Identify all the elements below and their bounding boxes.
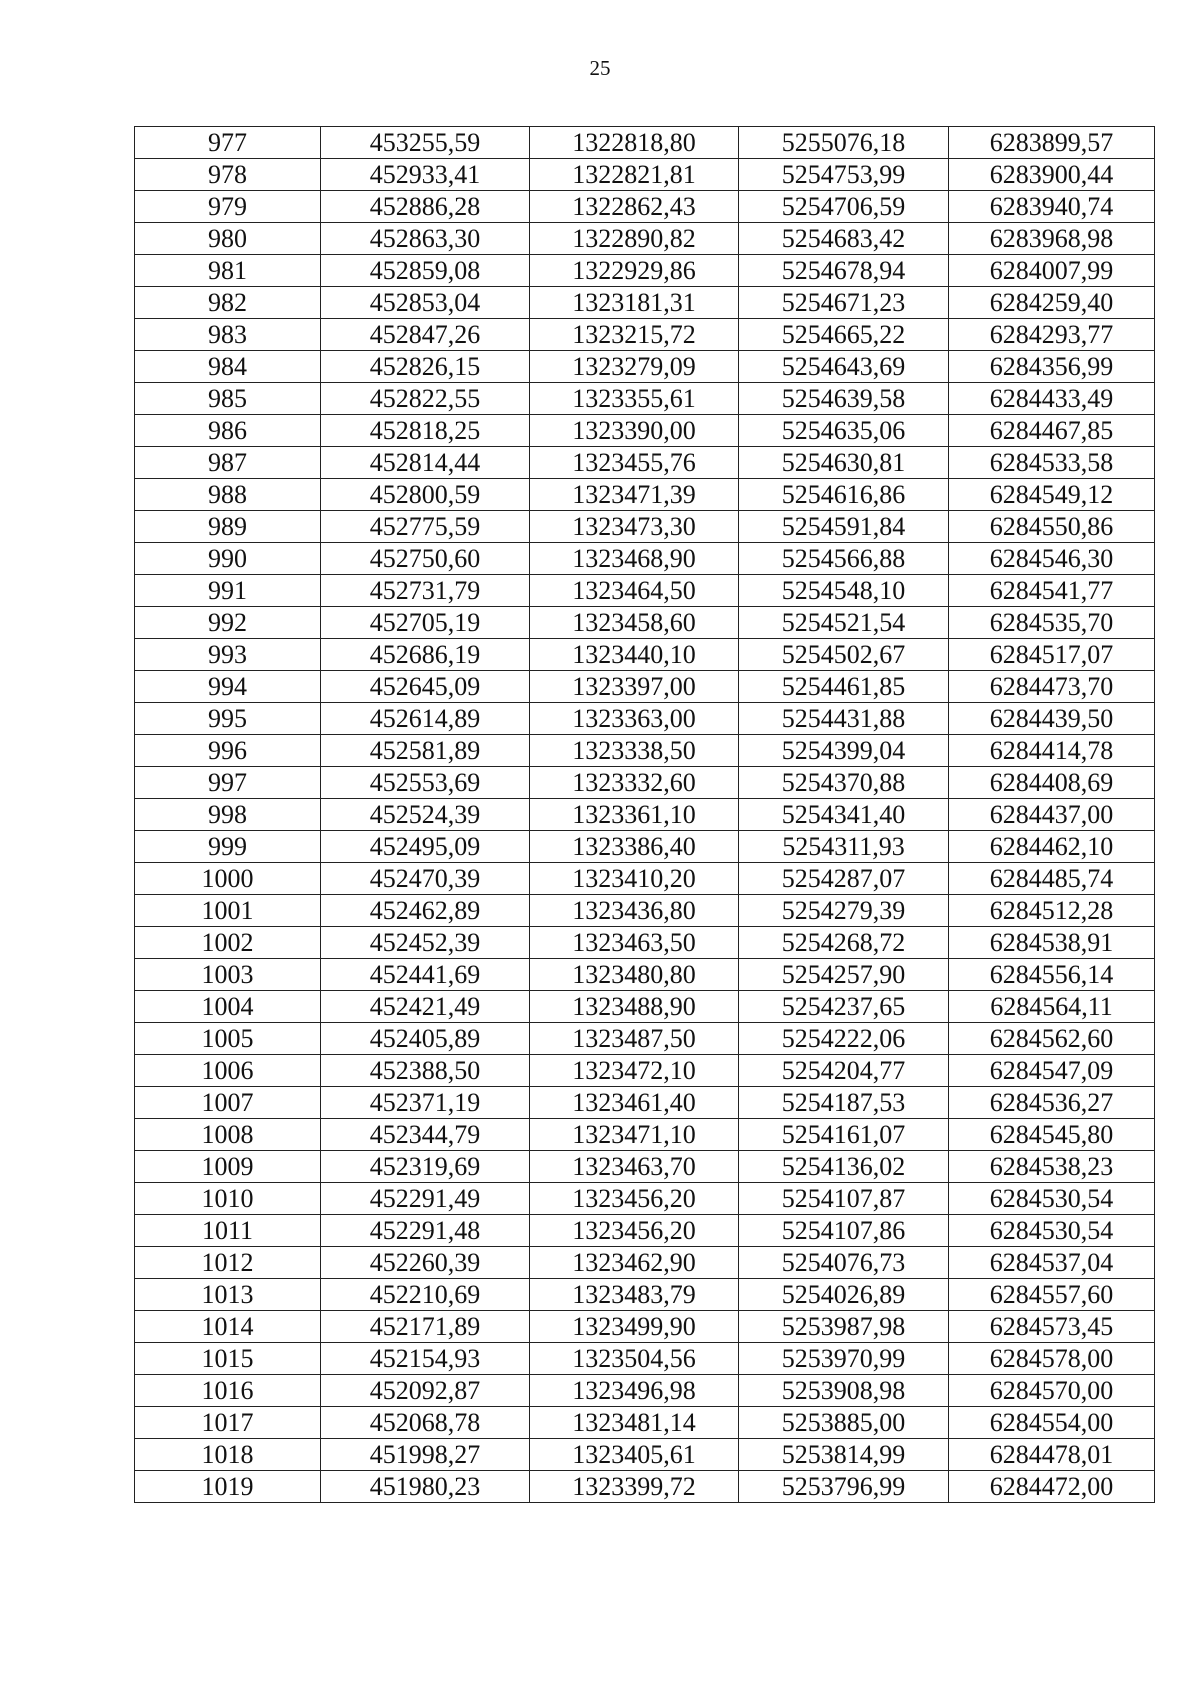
- coord-2-cell: 1323355,61: [530, 383, 739, 415]
- point-number-cell: 1015: [135, 1343, 321, 1375]
- coord-3-cell: 5254279,39: [739, 895, 949, 927]
- coord-2-cell: 1323456,20: [530, 1215, 739, 1247]
- coord-3-cell: 5253987,98: [739, 1311, 949, 1343]
- table-row: [135, 543, 1155, 575]
- point-number-cell: 979: [135, 191, 321, 223]
- table-row: [135, 1407, 1155, 1439]
- coord-1-cell: 452886,28: [321, 191, 530, 223]
- coord-3-cell: 5255076,18: [739, 127, 949, 159]
- coord-3-cell: 5254753,99: [739, 159, 949, 191]
- point-number-cell: 1018: [135, 1439, 321, 1471]
- point-number-cell: 994: [135, 671, 321, 703]
- coord-2-cell: 1323480,80: [530, 959, 739, 991]
- coord-4-cell: 6284478,01: [949, 1439, 1155, 1471]
- point-number-cell: 1000: [135, 863, 321, 895]
- table-row: [135, 831, 1155, 863]
- coord-4-cell: 6284541,77: [949, 575, 1155, 607]
- coord-2-cell: 1323338,50: [530, 735, 739, 767]
- table-row: [135, 159, 1155, 191]
- point-number-cell: 1001: [135, 895, 321, 927]
- table-row: [135, 223, 1155, 255]
- coord-4-cell: 6284462,10: [949, 831, 1155, 863]
- coord-4-cell: 6284562,60: [949, 1023, 1155, 1055]
- coord-2-cell: 1322890,82: [530, 223, 739, 255]
- coord-3-cell: 5254257,90: [739, 959, 949, 991]
- point-number-cell: 989: [135, 511, 321, 543]
- coord-1-cell: 452154,93: [321, 1343, 530, 1375]
- table-row: [135, 1215, 1155, 1247]
- coord-2-cell: 1323496,98: [530, 1375, 739, 1407]
- table-row: [135, 671, 1155, 703]
- point-number-cell: 995: [135, 703, 321, 735]
- coord-3-cell: 5254268,72: [739, 927, 949, 959]
- coord-2-cell: 1323504,56: [530, 1343, 739, 1375]
- coord-4-cell: 6283940,74: [949, 191, 1155, 223]
- coord-2-cell: 1323471,39: [530, 479, 739, 511]
- point-number-cell: 982: [135, 287, 321, 319]
- point-number-cell: 997: [135, 767, 321, 799]
- coord-2-cell: 1323332,60: [530, 767, 739, 799]
- coord-4-cell: 6283900,44: [949, 159, 1155, 191]
- coord-2-cell: 1323462,90: [530, 1247, 739, 1279]
- coord-2-cell: 1323399,72: [530, 1471, 739, 1503]
- coord-1-cell: 452800,59: [321, 479, 530, 511]
- table-row: [135, 1279, 1155, 1311]
- point-number-cell: 987: [135, 447, 321, 479]
- coord-2-cell: 1323361,10: [530, 799, 739, 831]
- table-row: [135, 1343, 1155, 1375]
- coord-3-cell: 5254311,93: [739, 831, 949, 863]
- coord-1-cell: 452260,39: [321, 1247, 530, 1279]
- point-number-cell: 993: [135, 639, 321, 671]
- coord-2-cell: 1322821,81: [530, 159, 739, 191]
- point-number-cell: 998: [135, 799, 321, 831]
- table-row: [135, 1471, 1155, 1503]
- coord-4-cell: 6284557,60: [949, 1279, 1155, 1311]
- coord-2-cell: 1323405,61: [530, 1439, 739, 1471]
- table-row: [135, 447, 1155, 479]
- coord-4-cell: 6284550,86: [949, 511, 1155, 543]
- coord-1-cell: 451980,23: [321, 1471, 530, 1503]
- coord-3-cell: 5254237,65: [739, 991, 949, 1023]
- coord-4-cell: 6284467,85: [949, 415, 1155, 447]
- coord-3-cell: 5254287,07: [739, 863, 949, 895]
- table-row: [135, 1439, 1155, 1471]
- coord-2-cell: 1323215,72: [530, 319, 739, 351]
- coord-3-cell: 5254591,84: [739, 511, 949, 543]
- coord-2-cell: 1323473,30: [530, 511, 739, 543]
- coord-3-cell: 5254630,81: [739, 447, 949, 479]
- coord-2-cell: 1323463,50: [530, 927, 739, 959]
- coord-2-cell: 1323471,10: [530, 1119, 739, 1151]
- table-row: [135, 639, 1155, 671]
- coord-1-cell: 452818,25: [321, 415, 530, 447]
- coord-1-cell: 452524,39: [321, 799, 530, 831]
- coord-4-cell: 6284408,69: [949, 767, 1155, 799]
- coord-4-cell: 6283899,57: [949, 127, 1155, 159]
- coord-1-cell: 452826,15: [321, 351, 530, 383]
- coord-2-cell: 1323363,00: [530, 703, 739, 735]
- coord-4-cell: 6284485,74: [949, 863, 1155, 895]
- point-number-cell: 1017: [135, 1407, 321, 1439]
- coord-3-cell: 5254678,94: [739, 255, 949, 287]
- table-row: [135, 1183, 1155, 1215]
- coord-2-cell: 1323468,90: [530, 543, 739, 575]
- coord-4-cell: 6284547,09: [949, 1055, 1155, 1087]
- coord-3-cell: 5254548,10: [739, 575, 949, 607]
- coord-4-cell: 6284530,54: [949, 1183, 1155, 1215]
- coord-1-cell: 452470,39: [321, 863, 530, 895]
- table-row: [135, 959, 1155, 991]
- coord-3-cell: 5254683,42: [739, 223, 949, 255]
- coord-4-cell: 6284554,00: [949, 1407, 1155, 1439]
- coord-2-cell: 1323487,50: [530, 1023, 739, 1055]
- coord-1-cell: 452686,19: [321, 639, 530, 671]
- table-row: [135, 255, 1155, 287]
- point-number-cell: 981: [135, 255, 321, 287]
- coord-1-cell: 452388,50: [321, 1055, 530, 1087]
- table-row: [135, 991, 1155, 1023]
- coord-1-cell: 452614,89: [321, 703, 530, 735]
- coord-1-cell: 452581,89: [321, 735, 530, 767]
- coord-3-cell: 5254204,77: [739, 1055, 949, 1087]
- coord-2-cell: 1323464,50: [530, 575, 739, 607]
- coord-1-cell: 452441,69: [321, 959, 530, 991]
- point-number-cell: 1005: [135, 1023, 321, 1055]
- point-number-cell: 980: [135, 223, 321, 255]
- point-number-cell: 1009: [135, 1151, 321, 1183]
- table-row: [135, 735, 1155, 767]
- coord-3-cell: 5254076,73: [739, 1247, 949, 1279]
- table-row: [135, 1055, 1155, 1087]
- table-row: [135, 575, 1155, 607]
- coord-2-cell: 1323472,10: [530, 1055, 739, 1087]
- coord-1-cell: 452553,69: [321, 767, 530, 799]
- coord-3-cell: 5253970,99: [739, 1343, 949, 1375]
- coord-3-cell: 5254107,86: [739, 1215, 949, 1247]
- coord-4-cell: 6284356,99: [949, 351, 1155, 383]
- point-number-cell: 977: [135, 127, 321, 159]
- coord-3-cell: 5254026,89: [739, 1279, 949, 1311]
- coord-1-cell: 452933,41: [321, 159, 530, 191]
- point-number-cell: 1012: [135, 1247, 321, 1279]
- coord-1-cell: 452421,49: [321, 991, 530, 1023]
- coord-4-cell: 6284538,23: [949, 1151, 1155, 1183]
- table-row: [135, 1151, 1155, 1183]
- coord-1-cell: 452291,49: [321, 1183, 530, 1215]
- coord-3-cell: 5253885,00: [739, 1407, 949, 1439]
- coord-2-cell: 1323397,00: [530, 671, 739, 703]
- coord-1-cell: 452775,59: [321, 511, 530, 543]
- coord-3-cell: 5254107,87: [739, 1183, 949, 1215]
- coord-1-cell: 452068,78: [321, 1407, 530, 1439]
- coord-2-cell: 1323463,70: [530, 1151, 739, 1183]
- coord-3-cell: 5254187,53: [739, 1087, 949, 1119]
- point-number-cell: 990: [135, 543, 321, 575]
- point-number-cell: 1013: [135, 1279, 321, 1311]
- coord-1-cell: 452731,79: [321, 575, 530, 607]
- table-row: [135, 319, 1155, 351]
- coord-2-cell: 1323483,79: [530, 1279, 739, 1311]
- coord-3-cell: 5254521,54: [739, 607, 949, 639]
- coord-1-cell: 452814,44: [321, 447, 530, 479]
- coord-3-cell: 5254222,06: [739, 1023, 949, 1055]
- point-number-cell: 988: [135, 479, 321, 511]
- coord-3-cell: 5254399,04: [739, 735, 949, 767]
- point-number-cell: 986: [135, 415, 321, 447]
- table-row: [135, 127, 1155, 159]
- coord-3-cell: 5253908,98: [739, 1375, 949, 1407]
- coord-1-cell: 452495,09: [321, 831, 530, 863]
- coordinates-table-body: [135, 127, 1155, 1503]
- coord-4-cell: 6284414,78: [949, 735, 1155, 767]
- point-number-cell: 978: [135, 159, 321, 191]
- coord-2-cell: 1322862,43: [530, 191, 739, 223]
- coord-4-cell: 6284259,40: [949, 287, 1155, 319]
- coord-2-cell: 1323390,00: [530, 415, 739, 447]
- coord-3-cell: 5254136,02: [739, 1151, 949, 1183]
- coord-2-cell: 1323458,60: [530, 607, 739, 639]
- coord-1-cell: 452705,19: [321, 607, 530, 639]
- table-row: [135, 1375, 1155, 1407]
- table-row: [135, 927, 1155, 959]
- point-number-cell: 1019: [135, 1471, 321, 1503]
- point-number-cell: 1002: [135, 927, 321, 959]
- coord-4-cell: 6284545,80: [949, 1119, 1155, 1151]
- point-number-cell: 983: [135, 319, 321, 351]
- coord-1-cell: 452645,09: [321, 671, 530, 703]
- coord-1-cell: 452847,26: [321, 319, 530, 351]
- table-row: [135, 703, 1155, 735]
- table-row: [135, 607, 1155, 639]
- coord-2-cell: 1323436,80: [530, 895, 739, 927]
- coord-2-cell: 1323456,20: [530, 1183, 739, 1215]
- coord-1-cell: 452750,60: [321, 543, 530, 575]
- point-number-cell: 1014: [135, 1311, 321, 1343]
- coord-4-cell: 6284537,04: [949, 1247, 1155, 1279]
- point-number-cell: 984: [135, 351, 321, 383]
- coord-2-cell: 1322929,86: [530, 255, 739, 287]
- coord-2-cell: 1322818,80: [530, 127, 739, 159]
- coord-1-cell: 452863,30: [321, 223, 530, 255]
- coord-4-cell: 6284437,00: [949, 799, 1155, 831]
- table-row: [135, 895, 1155, 927]
- coord-3-cell: 5254635,06: [739, 415, 949, 447]
- coord-1-cell: 452405,89: [321, 1023, 530, 1055]
- coord-2-cell: 1323410,20: [530, 863, 739, 895]
- coord-1-cell: 452462,89: [321, 895, 530, 927]
- coord-4-cell: 6284546,30: [949, 543, 1155, 575]
- coord-1-cell: 452822,55: [321, 383, 530, 415]
- page-number: 25: [589, 56, 611, 80]
- coord-4-cell: 6284535,70: [949, 607, 1155, 639]
- coord-1-cell: 452853,04: [321, 287, 530, 319]
- coord-1-cell: 451998,27: [321, 1439, 530, 1471]
- table-row: [135, 767, 1155, 799]
- coord-4-cell: 6284538,91: [949, 927, 1155, 959]
- table-row: [135, 511, 1155, 543]
- coord-4-cell: 6284533,58: [949, 447, 1155, 479]
- point-number-cell: 991: [135, 575, 321, 607]
- coord-3-cell: 5254431,88: [739, 703, 949, 735]
- coord-4-cell: 6284530,54: [949, 1215, 1155, 1247]
- coord-2-cell: 1323181,31: [530, 287, 739, 319]
- table-row: [135, 1023, 1155, 1055]
- coord-4-cell: 6284578,00: [949, 1343, 1155, 1375]
- point-number-cell: 1006: [135, 1055, 321, 1087]
- coord-2-cell: 1323488,90: [530, 991, 739, 1023]
- coord-1-cell: 452210,69: [321, 1279, 530, 1311]
- coord-4-cell: 6284433,49: [949, 383, 1155, 415]
- coord-2-cell: 1323455,76: [530, 447, 739, 479]
- coord-4-cell: 6284549,12: [949, 479, 1155, 511]
- coord-3-cell: 5254643,69: [739, 351, 949, 383]
- table-row: [135, 1119, 1155, 1151]
- coord-1-cell: 452452,39: [321, 927, 530, 959]
- coord-4-cell: 6284512,28: [949, 895, 1155, 927]
- coord-3-cell: 5254665,22: [739, 319, 949, 351]
- coord-4-cell: 6284570,00: [949, 1375, 1155, 1407]
- point-number-cell: 1004: [135, 991, 321, 1023]
- coordinates-table: [134, 126, 1155, 1503]
- coord-3-cell: 5254639,58: [739, 383, 949, 415]
- coord-2-cell: 1323279,09: [530, 351, 739, 383]
- point-number-cell: 996: [135, 735, 321, 767]
- point-number-cell: 1003: [135, 959, 321, 991]
- point-number-cell: 1016: [135, 1375, 321, 1407]
- coord-2-cell: 1323461,40: [530, 1087, 739, 1119]
- coord-3-cell: 5253796,99: [739, 1471, 949, 1503]
- coord-3-cell: 5254706,59: [739, 191, 949, 223]
- point-number-cell: 985: [135, 383, 321, 415]
- table-row: [135, 1247, 1155, 1279]
- coord-4-cell: 6283968,98: [949, 223, 1155, 255]
- coord-1-cell: 452371,19: [321, 1087, 530, 1119]
- point-number-cell: 1010: [135, 1183, 321, 1215]
- table-row: [135, 1311, 1155, 1343]
- coord-2-cell: 1323386,40: [530, 831, 739, 863]
- point-number-cell: 992: [135, 607, 321, 639]
- coord-1-cell: 452092,87: [321, 1375, 530, 1407]
- coord-3-cell: 5254566,88: [739, 543, 949, 575]
- coord-3-cell: 5254616,86: [739, 479, 949, 511]
- coord-4-cell: 6284472,00: [949, 1471, 1155, 1503]
- coord-2-cell: 1323440,10: [530, 639, 739, 671]
- coord-4-cell: 6284007,99: [949, 255, 1155, 287]
- table-row: [135, 863, 1155, 895]
- coord-4-cell: 6284439,50: [949, 703, 1155, 735]
- coord-4-cell: 6284556,14: [949, 959, 1155, 991]
- coord-3-cell: 5254161,07: [739, 1119, 949, 1151]
- coord-3-cell: 5253814,99: [739, 1439, 949, 1471]
- coord-3-cell: 5254370,88: [739, 767, 949, 799]
- coord-4-cell: 6284564,11: [949, 991, 1155, 1023]
- coord-4-cell: 6284517,07: [949, 639, 1155, 671]
- point-number-cell: 1007: [135, 1087, 321, 1119]
- table-row: [135, 383, 1155, 415]
- coord-4-cell: 6284573,45: [949, 1311, 1155, 1343]
- table-row: [135, 1087, 1155, 1119]
- coord-1-cell: 452319,69: [321, 1151, 530, 1183]
- coord-1-cell: 452291,48: [321, 1215, 530, 1247]
- point-number-cell: 999: [135, 831, 321, 863]
- coord-3-cell: 5254461,85: [739, 671, 949, 703]
- table-row: [135, 479, 1155, 511]
- table-row: [135, 351, 1155, 383]
- coord-4-cell: 6284293,77: [949, 319, 1155, 351]
- coord-3-cell: 5254341,40: [739, 799, 949, 831]
- point-number-cell: 1008: [135, 1119, 321, 1151]
- coord-1-cell: 452859,08: [321, 255, 530, 287]
- coord-1-cell: 453255,59: [321, 127, 530, 159]
- coord-4-cell: 6284536,27: [949, 1087, 1155, 1119]
- table-row: [135, 287, 1155, 319]
- coord-1-cell: 452344,79: [321, 1119, 530, 1151]
- coord-2-cell: 1323499,90: [530, 1311, 739, 1343]
- table-row: [135, 191, 1155, 223]
- coord-2-cell: 1323481,14: [530, 1407, 739, 1439]
- point-number-cell: 1011: [135, 1215, 321, 1247]
- table-row: [135, 415, 1155, 447]
- coord-3-cell: 5254671,23: [739, 287, 949, 319]
- table-row: [135, 799, 1155, 831]
- coord-1-cell: 452171,89: [321, 1311, 530, 1343]
- coord-4-cell: 6284473,70: [949, 671, 1155, 703]
- coord-3-cell: 5254502,67: [739, 639, 949, 671]
